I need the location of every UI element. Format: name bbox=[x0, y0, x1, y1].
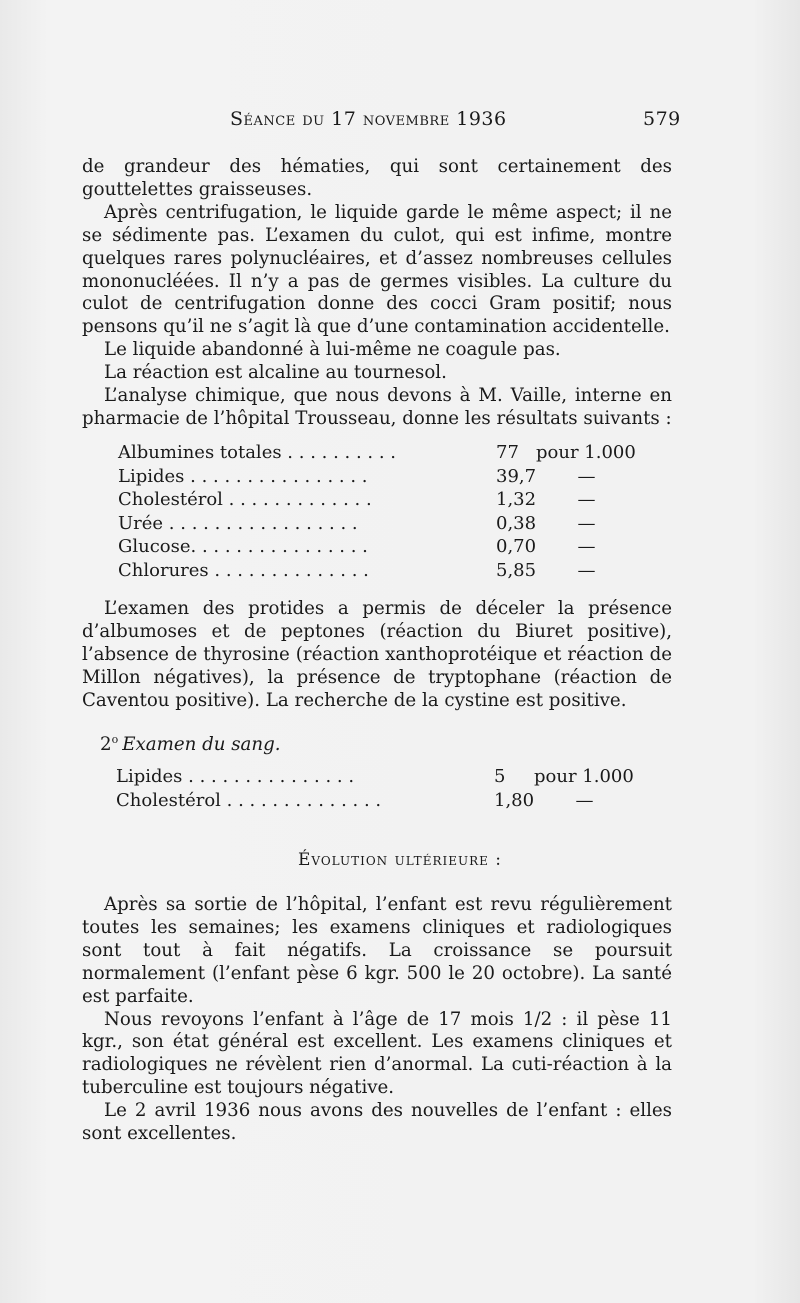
running-header bbox=[230, 108, 800, 136]
paragraph: Nous revoyons l’enfant à l’âge de 17 mois 1/2 : il pèse 11 kgr., son état général est excellent. Les examens cliniques et radiologiques ne révèlent rien d’anormal. La cuti-réaction à la tuberculine est toujours négative. bbox=[82, 1008, 672, 1099]
table-row bbox=[118, 535, 638, 559]
table-row bbox=[118, 512, 638, 536]
row-label: Urée . . . . . . . . . . . . . . . . . bbox=[118, 512, 358, 534]
table-row bbox=[116, 789, 636, 813]
paragraph: Après centrifugation, le liquide garde le même aspect; il ne se sédimente pas. L’examen du culot, qui est infime, montre quelques rares polynucléaires, et d’assez nombreuses cellules mononucléées. Il n’y a pas de germes visibles. La culture du culot de centrifugation donne des cocci Gram positif; nous pensons qu’il ne s’agit là que d’une contamination accidentelle. bbox=[82, 201, 672, 338]
subheading-number: 2 bbox=[100, 734, 112, 756]
table-row bbox=[118, 465, 638, 489]
row-label: Glucose. . . . . . . . . . . . . . . . bbox=[118, 536, 368, 558]
row-value: 39,7 bbox=[496, 465, 537, 487]
text-block-2 bbox=[82, 598, 672, 713]
row-unit: — bbox=[577, 512, 596, 534]
table-row bbox=[116, 765, 636, 789]
row-value: 77 bbox=[496, 442, 519, 463]
row-value: 5,85 bbox=[496, 559, 537, 581]
text-block-1 bbox=[82, 156, 672, 431]
paragraph: de grandeur des hématies, qui sont certainement des gouttelettes graisseuses. bbox=[82, 156, 672, 200]
paragraph: Le 2 avril 1936 nous avons des nouvelles de l’enfant : elles sont excellentes. bbox=[82, 1100, 672, 1145]
subheading-ordinal: o bbox=[111, 733, 119, 746]
row-unit: pour 1.000 bbox=[534, 766, 634, 787]
paragraph: L’analyse chimique, que nous devons à M. Vaille, interne en pharmacie de l’hôpital Trousseau, donne les résultats suivants : bbox=[82, 385, 672, 429]
row-label: Cholestérol . . . . . . . . . . . . . bbox=[118, 489, 372, 511]
page-number: 579 bbox=[643, 108, 681, 130]
section-title: Évolution ultérieure : bbox=[297, 850, 503, 870]
running-title: Séance du 17 novembre 1936 bbox=[230, 108, 507, 130]
row-value: 0,38 bbox=[496, 512, 537, 534]
text-block-3 bbox=[82, 894, 672, 1146]
row-value: 0,70 bbox=[496, 536, 537, 558]
paragraph: Après sa sortie de l’hôpital, l’enfant est revu régulièrement toutes les semaines; les examens cliniques et radiologiques sont tout à fait négatifs. La croissance se poursuit normalement (l’enfant pèse 6 kgr. 500 le 20 octobre). La santé est parfaite. bbox=[82, 894, 672, 1007]
table-row bbox=[118, 488, 638, 512]
blood-exam-table bbox=[116, 765, 636, 812]
row-label: Lipides . . . . . . . . . . . . . . . . bbox=[118, 465, 368, 487]
table-row bbox=[118, 559, 638, 583]
paragraph: La réaction est alcaline au tournesol. bbox=[104, 362, 447, 384]
row-label: Chlorures . . . . . . . . . . . . . . bbox=[118, 559, 369, 581]
subheading bbox=[100, 733, 281, 755]
row-unit: — bbox=[577, 489, 596, 511]
row-label: Cholestérol . . . . . . . . . . . . . . bbox=[116, 789, 382, 811]
row-label: Lipides . . . . . . . . . . . . . . . bbox=[116, 766, 355, 787]
table-row bbox=[118, 441, 638, 465]
row-value: 1,80 bbox=[494, 789, 535, 811]
paragraph: Le liquide abandonné à lui-même ne coagule pas. bbox=[104, 339, 561, 361]
subheading-title: Examen du sang. bbox=[122, 734, 281, 756]
row-unit: pour 1.000 bbox=[536, 442, 636, 463]
paragraph: L’examen des protides a permis de déceler la présence d’albumoses et de peptones (réaction du Biuret positive), l’absence de thyrosine (réaction xanthoprotéique et réaction de Millon négatives), la présence de tryptophane (réaction de Caventou positive). La recherche de la cystine est positive. bbox=[82, 598, 672, 711]
row-unit: — bbox=[577, 559, 596, 581]
row-unit: — bbox=[575, 789, 594, 811]
row-value: 5 bbox=[494, 766, 506, 787]
row-label: Albumines totales . . . . . . . . . . bbox=[118, 442, 397, 463]
row-unit: — bbox=[577, 465, 596, 487]
chemical-analysis-table bbox=[118, 441, 638, 583]
row-unit: — bbox=[577, 536, 596, 558]
row-value: 1,32 bbox=[496, 489, 537, 511]
